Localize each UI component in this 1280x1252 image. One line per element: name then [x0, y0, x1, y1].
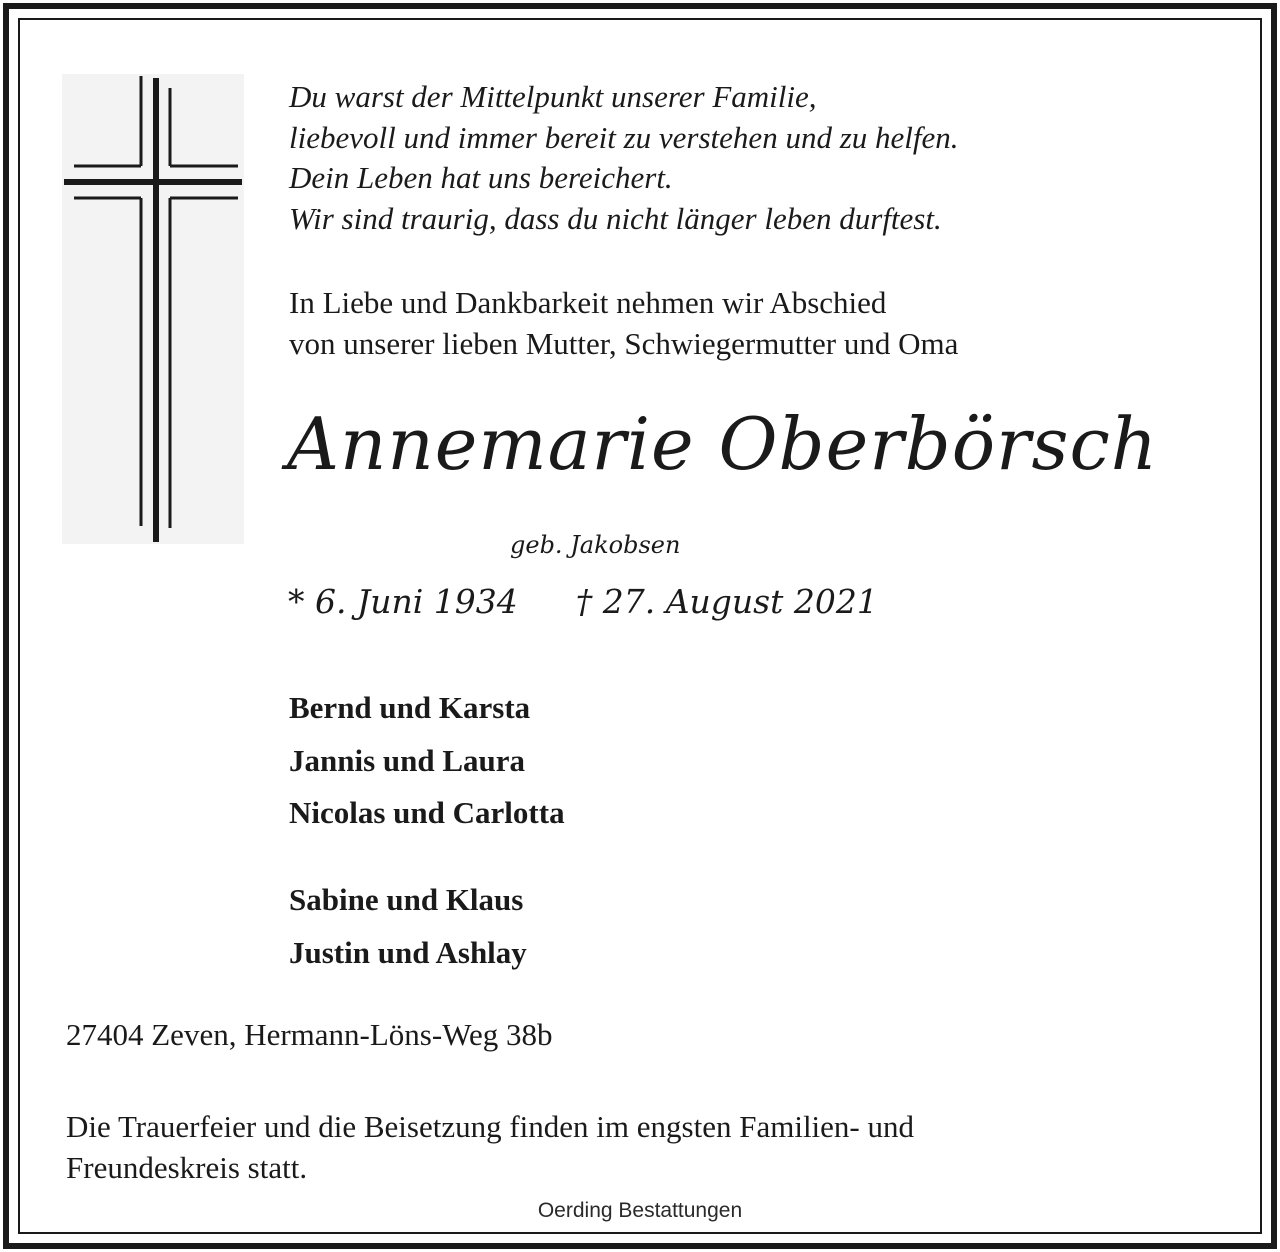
mourner-name: Jannis und Laura [289, 742, 526, 778]
mourner-name: Bernd und Karsta [289, 690, 531, 725]
address: 27404 Zeven, Hermann-Löns-Weg 38b [66, 1017, 553, 1052]
poem-line: Dein Leben hat uns bereichert. [289, 160, 673, 195]
poem-line: liebevoll und immer bereit zu verstehen und zu helfen. [289, 119, 959, 155]
poem-line: Du warst der Mittelpunkt unserer Familie, [289, 79, 817, 114]
mourner-name: Sabine und Klaus [289, 882, 524, 917]
mourners-group-2 [289, 874, 527, 979]
mourner-name: Justin und Ashlay [289, 934, 527, 970]
farewell-intro [289, 282, 958, 364]
death-date: † 27. August 2021 [575, 582, 878, 621]
notice-line: Freundeskreis statt. [66, 1150, 308, 1185]
cross-icon [62, 74, 244, 544]
birth-date: * 6. Juni 1934 [288, 582, 518, 621]
funeral-notice [66, 1106, 914, 1188]
intro-line: von unserer lieben Mutter, Schwiegermutter und Oma [289, 326, 959, 361]
poem [289, 77, 959, 239]
intro-line: In Liebe und Dankbarkeit nehmen wir Abschied [289, 285, 887, 320]
life-dates [288, 582, 878, 621]
deceased-name: Annemarie Oberbörsch [287, 402, 1159, 486]
mourners-group-1 [289, 682, 565, 840]
poem-line: Wir sind traurig, dass du nicht länger leben durftest. [289, 200, 942, 236]
maiden-name: geb. Jakobsen [510, 531, 681, 559]
notice-line: Die Trauerfeier und die Beisetzung finden im engsten Familien- und [66, 1109, 915, 1144]
funeral-home-credit: Oerding Bestattungen [537, 1199, 743, 1222]
mourner-name: Nicolas und Carlotta [289, 795, 565, 830]
